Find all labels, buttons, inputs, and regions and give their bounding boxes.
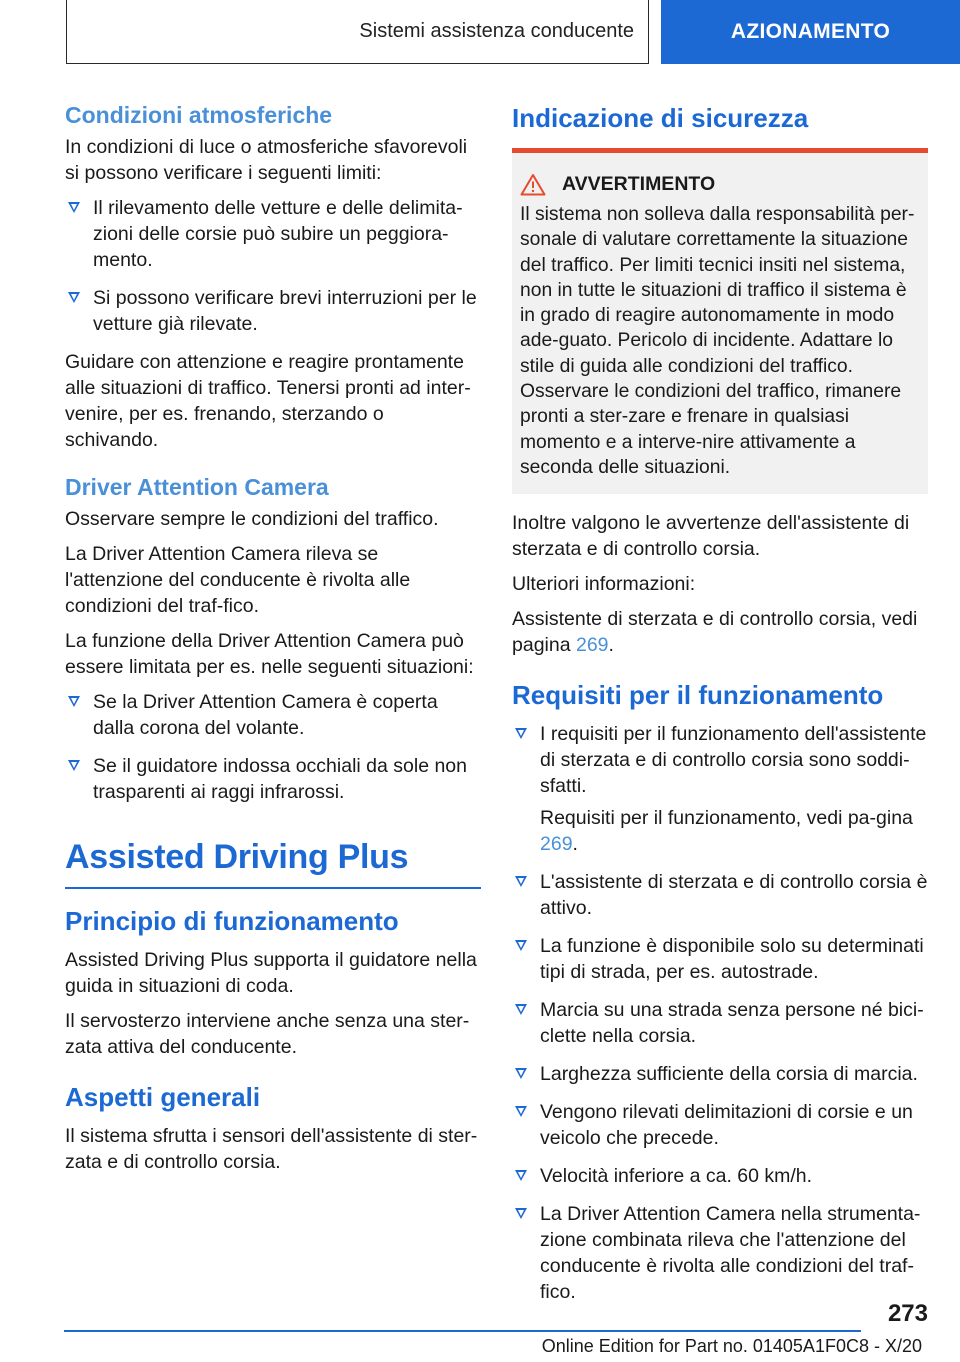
triangle-bullet-icon [515, 876, 527, 887]
triangle-bullet-icon [68, 292, 80, 303]
list-item: L'assistente di sterzata e di controllo corsia è attivo. [512, 869, 928, 921]
requirements-list [512, 721, 928, 1305]
triangle-bullet-icon [515, 1004, 527, 1015]
also-paragraph: Inoltre valgono le avvertenze dell'assistente di sterzata e di controllo corsia. [512, 512, 910, 561]
left-column [65, 100, 481, 1184]
general-heading: Aspetti generali [65, 1082, 261, 1112]
camera-heading: Driver Attention Camera [65, 474, 329, 500]
list-item: Vengono rilevati delimitazioni di corsie e un veicolo che precede. [512, 1099, 928, 1151]
camera-paragraph: Osservare sempre le condizioni del traffico. [65, 508, 439, 530]
more-info-label: Ulteriori informazioni: [512, 573, 696, 596]
page-link[interactable]: 269 [540, 833, 573, 856]
triangle-bullet-icon [515, 1170, 527, 1181]
chapter-label: AZIONAMENTO [730, 20, 891, 43]
warning-text: Il sistema non solleva dalla responsabilità per-sonale di valutare correttamente la situazione del traffico. Per limiti tecnici insiti nel sistema, non in tutte le situazioni di traffico il sistema è in grado di reagire autonomamente in modo ade-guato. Pericolo di incidente. Adattare lo stile di guida alle condizioni del traffico. Osservare le condizioni del traffico, rimanere pronti a ster-zare e frenare in qualsiasi momento e a interve-nire attivamente a seconda delle situazioni. [520, 204, 915, 478]
page-number: 273 [887, 1300, 928, 1327]
requirements-heading: Requisiti per il funzionamento [512, 680, 884, 711]
list-item: Marcia su una strada senza persone né bici-clette nella corsia. [512, 997, 928, 1049]
list-item: I requisiti per il funzionamento dell'assistente di sterzata e di controllo corsia sono soddi-sfatti. Requisiti per il funzionamento, vedi pa-gina 269. [512, 721, 928, 857]
list-item: Se il guidatore indossa occhiali da sole non trasparenti ai raggi infrarossi. [65, 753, 481, 805]
triangle-bullet-icon [515, 728, 527, 739]
list-item: Se la Driver Attention Camera è coperta dalla corona del volante. [65, 689, 481, 741]
principle-heading: Principio di funzionamento [65, 906, 399, 936]
camera-list [65, 689, 481, 805]
camera-paragraph: La funzione della Driver Attention Camera può essere limitata per es. nelle seguenti situazioni: [65, 630, 474, 678]
camera-paragraph: La Driver Attention Camera rileva se l'attenzione del conducente è rivolta alle condizioni del traf-fico. [65, 543, 411, 617]
principle-paragraph: Assisted Driving Plus supporta il guidatore nella guida in situazioni di coda. [65, 949, 477, 997]
list-item: La Driver Attention Camera nella strumenta-zione combinata rileva che l'attenzione del conducente è rivolta alle condizioni del traf-fico. [512, 1201, 928, 1305]
heading-divider [65, 887, 481, 889]
triangle-bullet-icon [515, 1106, 527, 1117]
list-item: La funzione è disponibile solo su determinati tipi di strada, per es. autostrade. [512, 933, 928, 985]
triangle-bullet-icon [515, 940, 527, 951]
list-item: Larghezza sufficiente della corsia di marcia. [512, 1061, 928, 1087]
main-heading: Assisted Driving Plus [65, 838, 409, 876]
right-column [512, 100, 928, 1317]
triangle-bullet-icon [515, 1208, 527, 1219]
weather-list [65, 195, 481, 337]
weather-note: Guidare con attenzione e reagire prontamente alle situazioni di traffico. Tenersi pronti ad inter-venire, per es. frenando, sterzando o schivando. [65, 351, 471, 451]
reference-paragraph: Assistente di sterzata e di controllo corsia, vedi pagina 269. [512, 608, 918, 657]
warning-title [520, 173, 922, 196]
header-section-title [66, 0, 649, 64]
principle-paragraph: Il servosterzo interviene anche senza una ster-zata attiva del conducente. [65, 1010, 470, 1058]
page-link[interactable]: 269 [575, 634, 609, 657]
triangle-bullet-icon [68, 696, 80, 707]
list-item: Il rilevamento delle vetture e delle delimita-zioni delle corsie può subire un peggiora-mento. [65, 195, 481, 273]
warning-label: AVVERTIMENTO [562, 173, 716, 195]
triangle-bullet-icon [68, 202, 80, 213]
edition-text: Online Edition for Part no. 01405A1F0C8 - X/20 [541, 1336, 922, 1356]
weather-heading: Condizioni atmosferiche [65, 102, 333, 128]
list-item: Si possono verificare brevi interruzioni per le vetture già rilevate. [65, 285, 481, 337]
list-item: Velocità inferiore a ca. 60 km/h. [512, 1163, 928, 1189]
warning-box [512, 148, 928, 494]
general-paragraph: Il sistema sfrutta i sensori dell'assistente di ster-zata e di controllo corsia. [65, 1125, 478, 1173]
warning-triangle-icon [520, 173, 546, 196]
footer-divider [64, 1330, 861, 1332]
weather-intro: In condizioni di luce o atmosferiche sfavorevoli si possono verificare i seguenti limiti: [65, 136, 468, 184]
requirements-sub-reference: Requisiti per il funzionamento, vedi pa-gina 269. [540, 807, 913, 856]
chapter-tab[interactable] [661, 0, 960, 64]
triangle-bullet-icon [515, 1068, 527, 1079]
section-title: Sistemi assistenza conducente [359, 20, 634, 42]
safety-heading: Indicazione di sicurezza [512, 103, 809, 133]
triangle-bullet-icon [68, 760, 80, 771]
